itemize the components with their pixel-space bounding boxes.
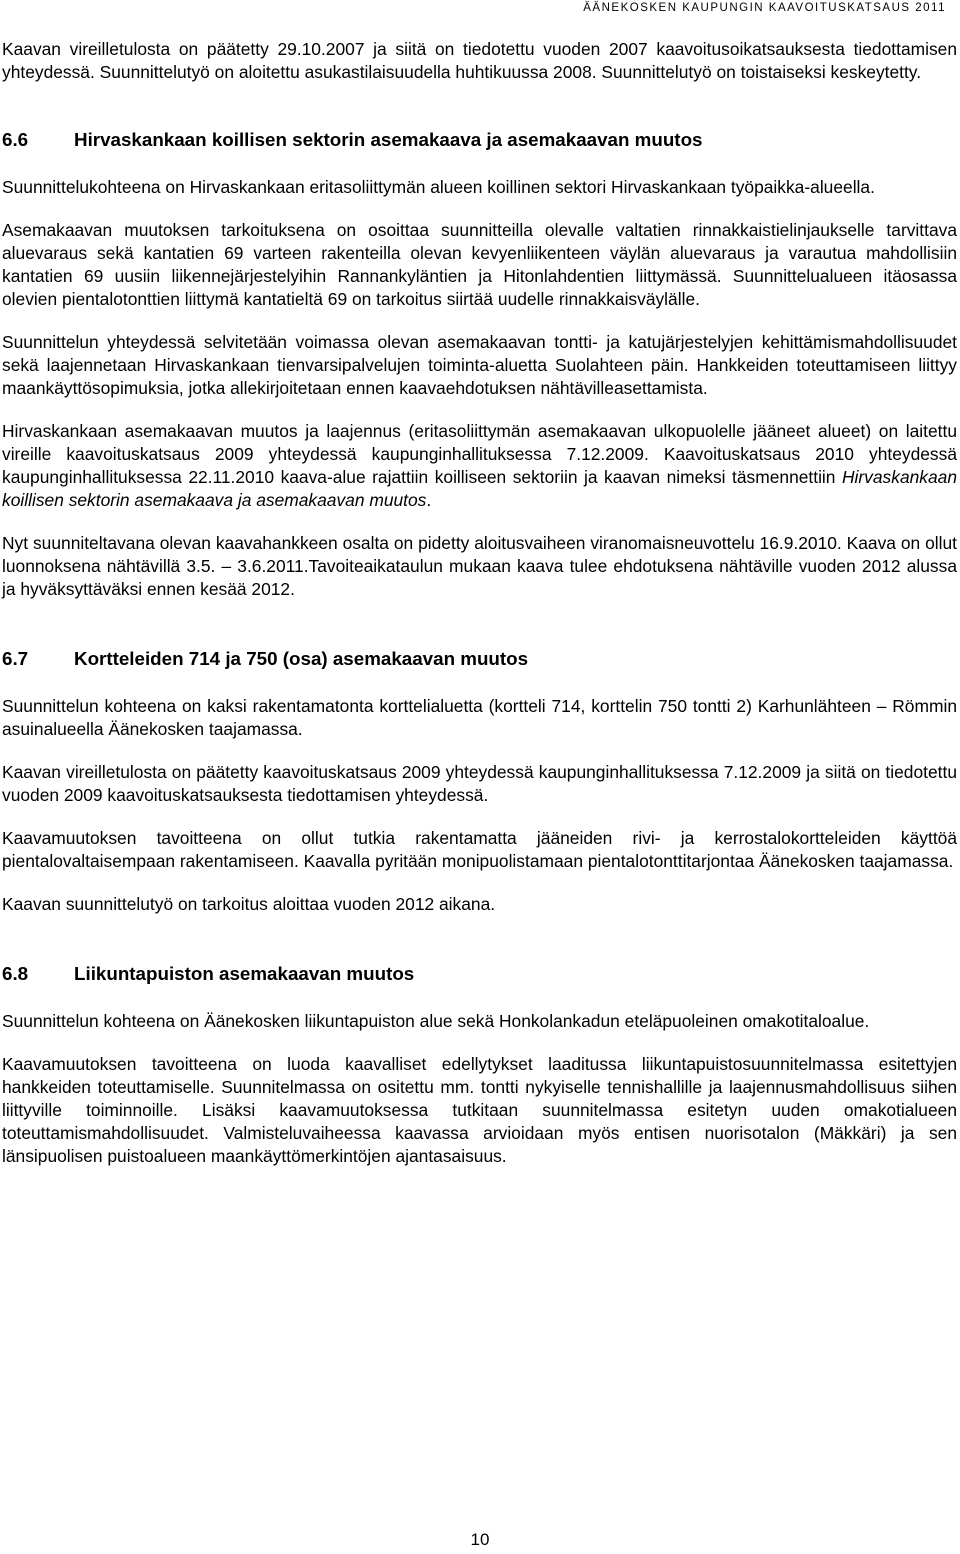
intro-paragraph: Kaavan vireilletulosta on päätetty 29.10.2007 ja siitä on tiedotettu vuoden 2007 kaavoitusoikatsauksesta tiedottamisen yhteydessä. Suunnittelutyö on aloitettu asukastilaisuudella huhtikuussa 2008. Suunnittelutyö on toistaiseksi keskeytetty. xyxy=(2,39,957,82)
page-number: 10 xyxy=(470,1530,490,1549)
plan-name-italic: Hirvaskankaan koillisen sektorin asemakaava ja asemakaavan muutos xyxy=(2,467,957,510)
paragraph: Suunnittelukohteena on Hirvaskankaan eritasoliittymän alueen koillinen sektori Hirvaskankaan työpaikka-alueella. xyxy=(2,177,875,197)
paragraph: Kaavamuutoksen tavoitteena on luoda kaavalliset edellytykset laaditussa liikuntapuistosuunnitelmassa esitettyjen hankkeiden toteuttamiselle. Suunnitelmassa on ositettu mm. tontti nykyiselle tennishallille ja laajennusmahdollisuus siihen liittyville toiminnoille. Lisäksi kaavamuutoksessa tutkitaan suunnitelmassa esitetyn uuden omakotialueen toteuttamismahdollisuudet. Valmisteluvaiheessa kaavassa arvioidaan myös entisen nuorisotalon (Mäkkäri) ja sen länsipuolisen puistoalueen maankäyttömerkintöjen ajantasaisuus. xyxy=(2,1054,957,1166)
section-title: Hirvaskankaan koillisen sektorin asemakaava ja asemakaavan muutos xyxy=(74,129,703,150)
paragraph: Nyt suunniteltavana olevan kaavahankkeen osalta on pidetty aloitusvaiheen viranomaisneuvottelu 16.9.2010. Kaava on ollut luonnoksena nähtävillä 3.5. – 3.6.2011.Tavoiteaikataulun mukaan kaava tulee ehdotuksena nähtäville vuoden 2012 alussa ja hyväksyttäväksi ennen kesää 2012. xyxy=(2,533,957,599)
section-heading-6-8 xyxy=(2,962,957,986)
paragraph: Kaavan suunnittelutyö on tarkoitus aloittaa vuoden 2012 aikana. xyxy=(2,894,496,914)
paragraph: Kaavamuutoksen tavoitteena on ollut tutkia rakentamatta jääneiden rivi- ja kerrostalokortteleiden käyttöä pientalovaltaisempaan rakentamiseen. Kaavalla pyritään monipuolistamaan pientalotonttitarjontaa Äänekosken taajamassa. xyxy=(2,828,957,871)
section-title: Kortteleiden 714 ja 750 (osa) asemakaavan muutos xyxy=(74,648,529,669)
section-title: Liikuntapuiston asemakaavan muutos xyxy=(74,963,415,984)
paragraph: Suunnittelun kohteena on kaksi rakentamatonta korttelialuetta (kortteli 714, korttelin 750 tontti 2) Karhunlähteen – Römmin asuinalueella Äänekosken taajamassa. xyxy=(2,696,957,739)
paragraph: Kaavan vireilletulosta on päätetty kaavoituskatsaus 2009 yhteydessä kaupunginhallituksessa 7.12.2009 ja siitä on tiedotettu vuoden 2009 kaavoituskatsauksesta tiedottamisen yhteydessä. xyxy=(2,762,957,805)
section-number: 6.6 xyxy=(2,129,29,150)
paragraph: Suunnittelun yhteydessä selvitetään voimassa olevan asemakaavan tontti- ja katujärjestelyjen kehittämismahdollisuudet sekä laajennetaan Hirvaskankaan tienvarsipalvelujen toiminta-aluetta Suolahteen päin. Hankkeiden toteuttamiseen liittyy maankäyttösopimuksia, jotka allekirjoitetaan ennen kaavaehdotuksen nähtävilleasettamista. xyxy=(2,332,957,398)
section-number: 6.8 xyxy=(2,963,29,984)
paragraph: Suunnittelun kohteena on Äänekosken liikuntapuiston alue sekä Honkolankadun eteläpuoleinen omakotitaloalue. xyxy=(2,1011,870,1031)
section-heading-6-6 xyxy=(2,128,957,152)
section-number: 6.7 xyxy=(2,648,29,669)
paragraph-text: . xyxy=(426,490,432,510)
paragraph xyxy=(2,420,957,512)
section-heading-6-7 xyxy=(2,647,957,671)
paragraph-text: Hirvaskankaan asemakaavan muutos ja laajennus (eritasoliittymän asemakaavan ulkopuolelle jääneet alueet) on laitettu vireille kaavoituskatsaus 2009 yhteydessä kaupunginhallituksessa 7.12.2009. Kaavoituskatsaus 2010 yhteydessä kaupunginhallituksessa 22.11.2010 kaava-alue rajattiin koilliseen sektoriin ja kaavan nimeksi täsmennettiin xyxy=(2,421,957,487)
running-header: ÄÄNEKOSKEN KAUPUNGIN KAAVOITUSKATSAUS 2011 xyxy=(583,2,946,14)
paragraph: Asemakaavan muutoksen tarkoituksena on osoittaa suunnitteilla olevalle valtatien rinnakkaistielinjaukselle tarvittava aluevaraus sekä kantatien 69 varteen rakenteilla olevan kevyenliikenteen väylän aluevaraus ja varautua mahdollisiin kantatien 69 uusiin liikennejärjestelyihin Rannankyläntien ja Hitonlahdentien liittymässä. Suunnittelualueen itäosassa olevien pientalotonttien liittymä kantatieltä 69 on tarkoitus siirtää uudelle rinnakkaisväylälle. xyxy=(2,220,957,309)
document-body xyxy=(2,38,957,1168)
